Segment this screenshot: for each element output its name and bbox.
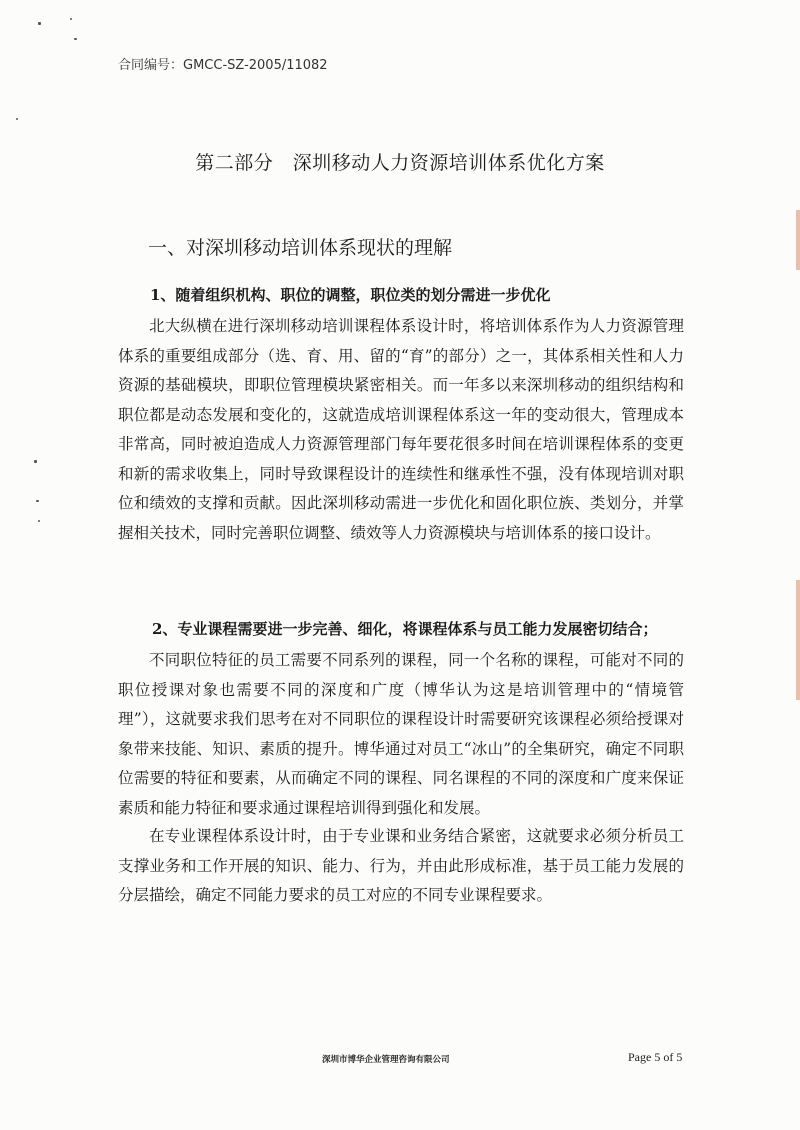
- section-heading: 一、对深圳移动培训体系现状的理解: [148, 237, 453, 259]
- page-number: Page 5 of 5: [628, 1050, 683, 1064]
- contract-number: 合同编号：GMCC-SZ-2005/11082: [118, 58, 328, 73]
- scan-speck: [16, 118, 18, 120]
- scan-edge-mark: [796, 580, 800, 700]
- scan-speck: [74, 38, 77, 40]
- subsection-heading: 1、随着组织机构、职位的调整，职位类的划分需进一步优化: [150, 286, 551, 304]
- subsection-heading: 2、专业课程需要进一步完善、细化，将课程体系与员工能力发展密切结合；: [152, 620, 658, 638]
- scan-speck: [36, 500, 39, 502]
- scan-speck: [70, 18, 72, 20]
- scan-speck: [38, 520, 40, 522]
- paragraph: 北大纵横在进行深圳移动培训课程体系设计时，将培训体系作为人力资源管理体系的重要组成部分（选、育、用、留的“育”的部分）之一，其体系相关性和人力资源的基础模块，即职位管理模块紧密相关。而一年多以来深圳移动的组织结构和职位都是动态发展和变化的，这就造成培训课程体系这一年的变动很大，管理成本非常高，同时被迫造成人力资源管理部门每年要花很多时间在培训课程体系的变更和新的需求收集上，同时导致课程设计的连续性和继承性不强，没有体现培训对职位和绩效的支撑和贡献。因此深圳移动需进一步优化和固化职位族、类划分，并掌握相关技术，同时完善职位调整、绩效等人力资源模块与培训体系的接口设计。: [118, 317, 684, 542]
- footer-company: 深圳市博华企业管理咨询有限公司: [322, 1055, 450, 1065]
- scan-speck: [38, 22, 41, 25]
- paragraph: 在专业课程体系设计时，由于专业课和业务结合紧密，这就要求必须分析员工支撑业务和工作开展的知识、能力、行为，并由此形成标准，基于员工能力发展的分层描绘，确定不同能力要求的员工对应的不同专业课程要求。: [118, 827, 684, 904]
- part-title: 第二部分 深圳移动人力资源培训体系优化方案: [195, 152, 605, 174]
- paragraph: 不同职位特征的员工需要不同系列的课程，同一个名称的课程，可能对不同的职位授课对象也需要不同的深度和广度（博华认为这是培训管理中的“情境管理”），这就要求我们思考在对不同职位的课程设计时需要研究该课程必须给授课对象带来技能、知识、素质的提升。博华通过对员工“冰山”的全集研究，确定不同职位需要的特征和要素，从而确定不同的课程、同名课程的不同的深度和广度来保证素质和能力特征和要求通过课程培训得到强化和发展。: [118, 651, 684, 817]
- scan-speck: [34, 460, 37, 463]
- scan-edge-mark: [796, 210, 800, 270]
